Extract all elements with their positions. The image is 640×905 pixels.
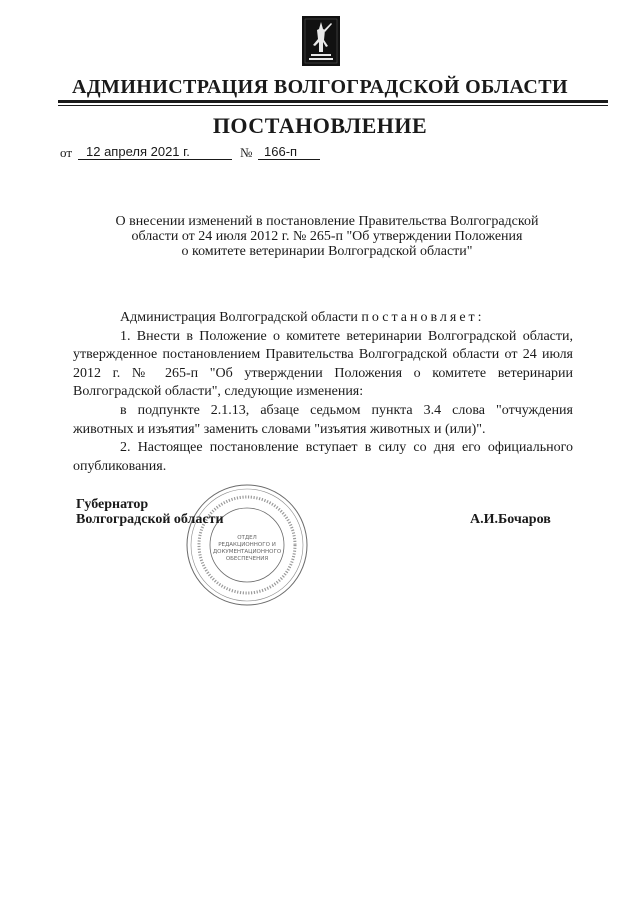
document-number: 166-п (258, 144, 320, 160)
svg-text:ОТДЕЛ: ОТДЕЛ (237, 535, 257, 541)
signer-title-line-2: Волгоградской области (76, 512, 224, 527)
subject-line-2: области от 24 июля 2012 г. № 265-п "Об утверждении Положения (131, 229, 523, 244)
svg-text:ОБЕСПЕЧЕНИЯ: ОБЕСПЕЧЕНИЯ (225, 556, 269, 562)
paragraph-3: 2. Настоящее постановление вступает в силу со дня его официального опубликования. (73, 440, 573, 474)
paragraph-1: 1. Внести в Положение о комитете ветеринарии Волгоградской области, утвержденное постановлением Правительства Волгоградской области от 24 июля 2012 г. № 265-п "Об утверждении Положения о комитете ветеринарии Волгоградской области", следующие изменения: (73, 328, 573, 400)
organization-title: АДМИНИСТРАЦИЯ ВОЛГОГРАДСКОЙ ОБЛАСТИ (72, 76, 568, 98)
volgograd-emblem-icon (302, 16, 340, 66)
subject-line-3: о комитете ветеринарии Волгоградской области" (181, 244, 473, 259)
header-rule-thick (58, 100, 608, 103)
svg-text:РЕДАКЦИОННОГО И: РЕДАКЦИОННОГО И (218, 542, 276, 548)
signer-title (76, 497, 224, 527)
number-label: № (240, 145, 253, 160)
intro-paragraph (73, 309, 573, 328)
signer-name: А.И.Бочаров (470, 512, 551, 527)
svg-text:ДОКУМЕНТАЦИОННОГО: ДОКУМЕНТАЦИОННОГО (212, 549, 282, 555)
subject-block (81, 214, 573, 259)
paragraph-2: в подпункте 2.1.13, абзаце седьмом пункта 3.4 слова "отчуждения животных и изъятия" заменить словами "изъятия животных и (или)". (73, 402, 573, 437)
resolution-body (73, 309, 573, 476)
document-type: ПОСТАНОВЛЕНИЕ (212, 113, 428, 138)
intro-text: Администрация Волгоградской области (120, 310, 362, 325)
intro-action: постановляет: (361, 310, 485, 325)
subject-line-1: О внесении изменений в постановление Правительства Волгоградской (115, 214, 539, 229)
signer-title-line-1: Губернатор (76, 497, 149, 512)
date-label: от (60, 145, 73, 160)
document-date: 12 апреля 2021 г. (78, 144, 232, 160)
header-rule-thin (58, 105, 608, 106)
